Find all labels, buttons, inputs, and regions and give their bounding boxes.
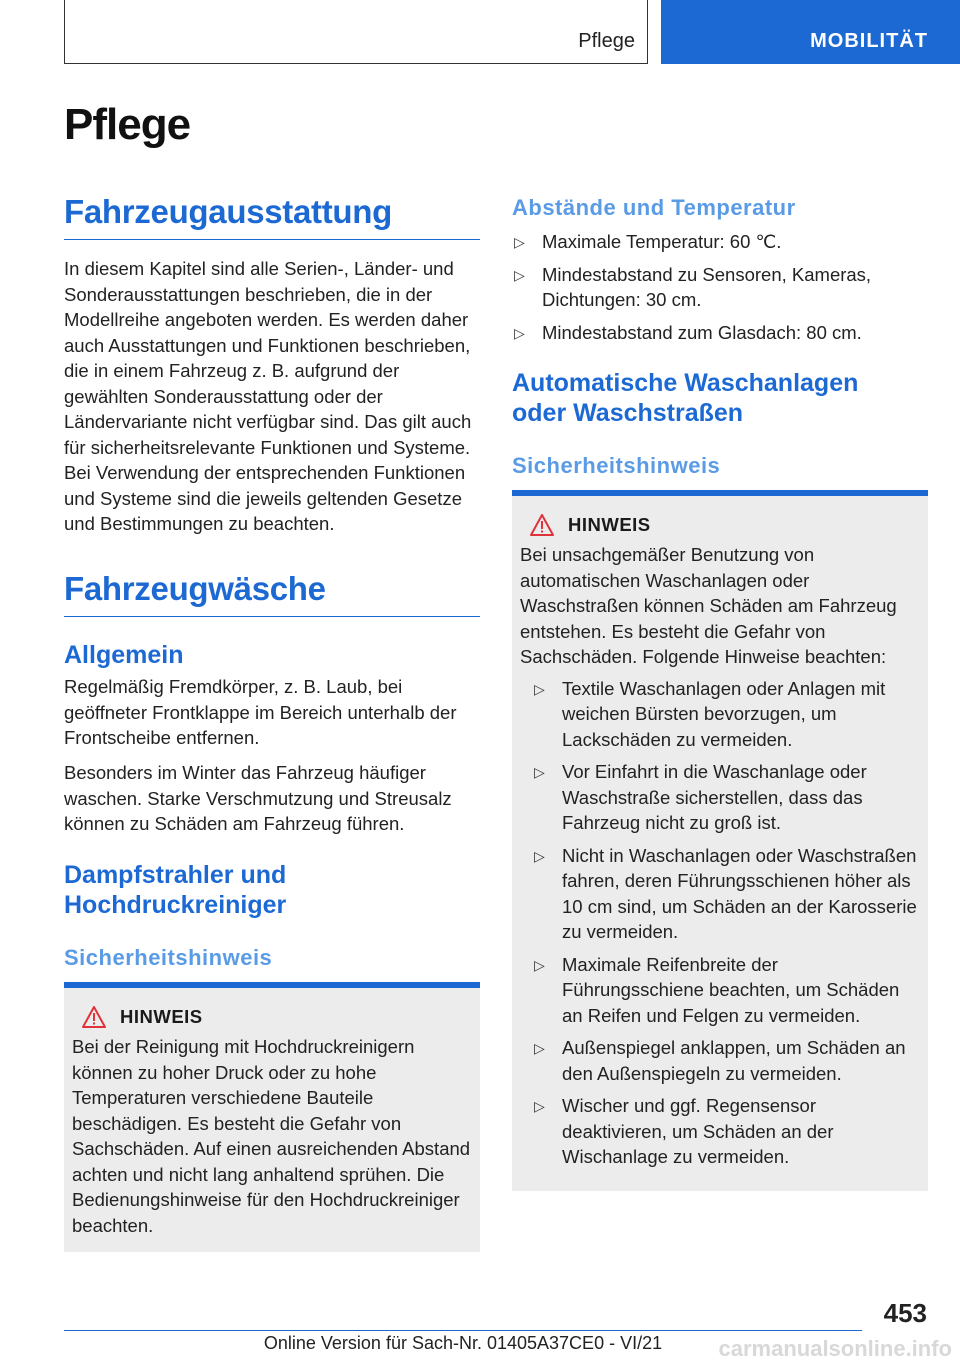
paragraph-ausstattung: In diesem Kapitel sind alle Serien-, Länder- und Sonderausstattungen beschrieben, die in der Modellreihe angeboten werden. Es werden daher auch Ausstattungen und Funktionen beschrieben, die in einem Fahrzeug z. B. aufgrund der gewählten Sonderausstattung oder der Ländervariante nicht verfügbar sind. Das gilt auch für sicherheitsrelevante Funktionen und Systeme. Bei Verwendung der entsprechenden Funktionen und Systeme sind die jeweils geltenden Gesetze und Bestimmungen zu beachten. <box>64 258 472 534</box>
heading-sicherheitshinweis-right: Sicherheitshinweis <box>512 453 721 478</box>
paragraph-allgemein-2: Besonders im Winter das Fahrzeug häufiger waschen. Starke Verschmutzung und Streusalz können zu Schäden am Fahrzeug führen. <box>64 762 452 834</box>
note-box-waschanlagen <box>512 490 928 1191</box>
note-list <box>520 676 920 1170</box>
triangle-right-icon: ▷ <box>514 266 525 283</box>
header-section-box <box>64 0 648 64</box>
list-item: ▷ Mindestabstand zu Sensoren, Kameras, Dichtungen: 30 cm. <box>514 263 872 310</box>
triangle-right-icon: ▷ <box>534 764 545 780</box>
footer-divider <box>64 1330 862 1331</box>
warning-triangle-icon <box>82 1006 106 1028</box>
list-item: ▷ Vor Einfahrt in die Waschanlage oder Waschstraße sicherstellen, dass das Fahrzeug nicht zu groß ist. <box>534 761 867 833</box>
warning-triangle-icon <box>530 514 554 536</box>
triangle-right-icon: ▷ <box>514 234 525 250</box>
list-item: ▷ Mindestabstand zum Glasdach: 80 cm. <box>512 320 928 346</box>
heading-fahrzeugausstattung: Fahrzeugausstattung <box>64 193 480 240</box>
heading-allgemein: Allgemein <box>64 641 184 669</box>
heading-dampfstrahler: Dampfstrahler und Hochdruckreiniger <box>64 861 287 919</box>
note-title: HINWEIS <box>568 514 651 535</box>
footer-text: Online Version für Sach-Nr. 01405A37CE0 - VI/21 <box>263 1333 663 1353</box>
note-title-row <box>72 1006 472 1028</box>
page-number: 453 <box>883 1298 927 1328</box>
note-text: Bei unsachgemäßer Benutzung von automatischen Waschanlagen oder Waschstraßen können Schäden am Fahrzeug entstehen. Es besteht die Gefahr von Sachschäden. Folgende Hinweise beachten: <box>520 544 897 667</box>
heading-automatische-waschanlagen: Automatische Waschanlagen oder Waschstraßen <box>512 369 859 427</box>
list-item: ▷ Maximale Reifenbreite der Führungsschiene beachten, um Schäden an Reifen und Felgen zu vermeiden. <box>534 953 900 1026</box>
triangle-right-icon: ▷ <box>534 956 545 973</box>
page-title: Pflege <box>64 100 191 149</box>
heading-fahrzeugwaesche: Fahrzeugwäsche <box>64 570 480 617</box>
triangle-right-icon: ▷ <box>514 324 525 341</box>
note-title: HINWEIS <box>120 1006 203 1027</box>
heading-abstaende: Abstände und Temperatur <box>512 195 796 220</box>
list-abstaende <box>512 229 928 352</box>
note-text: Bei der Reinigung mit Hochdruckreinigern können zu hoher Druck oder zu hohe Temperaturen verschiedene Bauteile beschädigen. Es besteht die Gefahr von Sachschäden. Auf einen ausreichenden Abstand achten und nicht lang anhaltend sprühen. Die Bedienungshinweise für den Hochdruckreiniger beachten. <box>72 1036 471 1236</box>
header-section-label: Pflege <box>578 30 635 52</box>
list-item: ▷ Nicht in Waschanlagen oder Waschstraßen fahren, deren Führungsschienen höher als 10 cm sind, um Schäden an der Karosserie zu vermeiden. <box>534 844 917 942</box>
triangle-right-icon: ▷ <box>534 680 545 697</box>
paragraph-allgemein-1: Regelmäßig Fremdkörper, z. B. Laub, bei geöffneter Frontklappe im Bereich unterhalb der Frontscheibe entfernen. <box>64 676 457 748</box>
header-chapter-label: MOBILITÄT <box>810 30 928 52</box>
list-item: ▷ Textile Waschanlagen oder Anlagen mit weichen Bürsten bevorzugen, um Lackschäden zu vermeiden. <box>534 677 886 750</box>
list-item: ▷ Wischer und ggf. Regensensor deaktivieren, um Schäden an der Wischanlage zu vermeiden. <box>534 1095 834 1167</box>
header-chapter-tab[interactable] <box>661 0 960 64</box>
triangle-right-icon: ▷ <box>534 1040 545 1056</box>
note-box-hochdruck <box>64 982 480 1252</box>
triangle-right-icon: ▷ <box>534 847 545 864</box>
triangle-right-icon: ▷ <box>534 1098 545 1114</box>
note-title-row <box>520 514 920 536</box>
watermark: carmanualsonline.info <box>718 1336 952 1361</box>
heading-sicherheitshinweis-left: Sicherheitshinweis <box>64 945 273 970</box>
list-item: ▷ Maximale Temperatur: 60 ℃. <box>512 229 928 255</box>
list-item: ▷ Außenspiegel anklappen, um Schäden an den Außenspiegeln zu vermeiden. <box>534 1037 906 1084</box>
